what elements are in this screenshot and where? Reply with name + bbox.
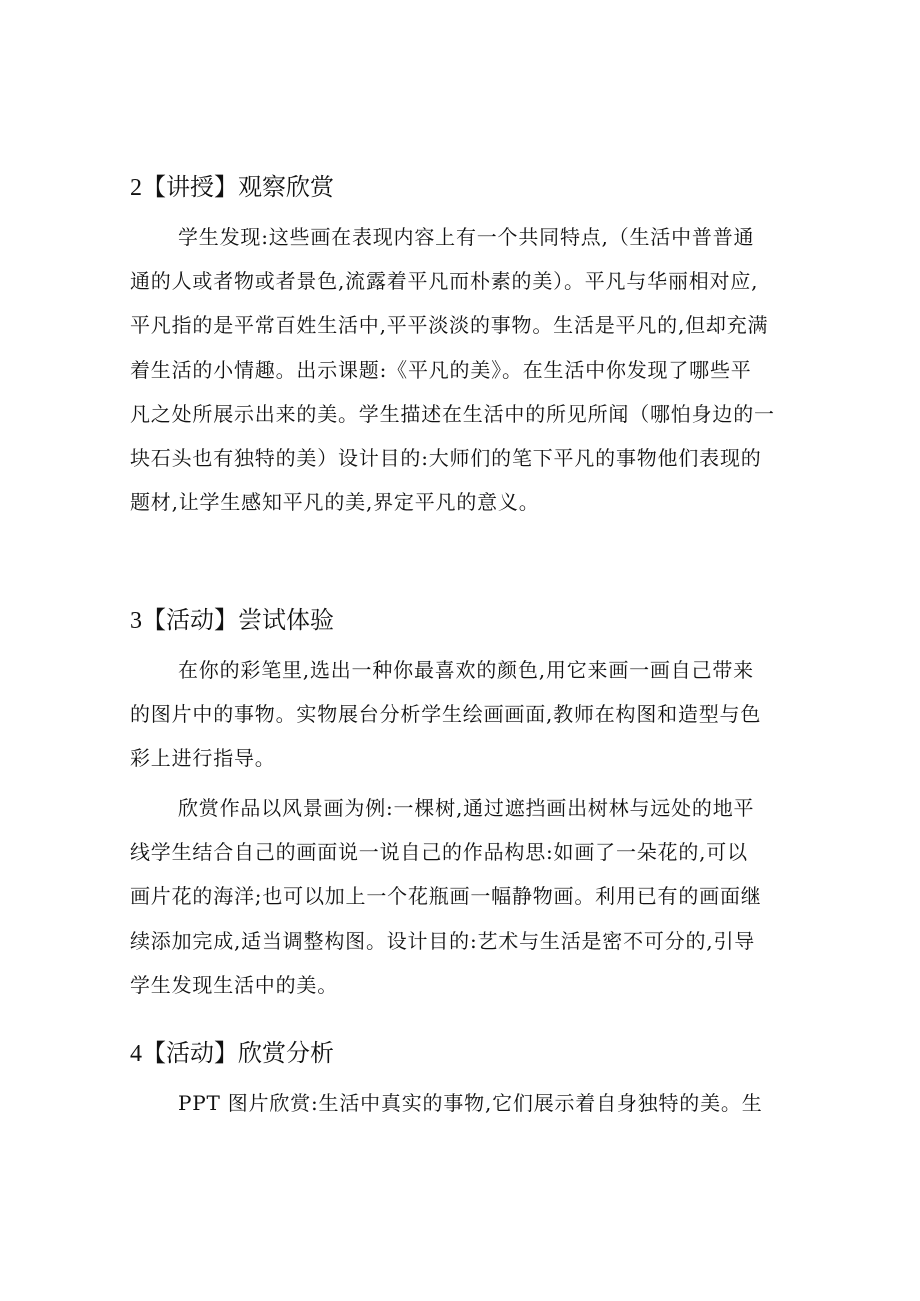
paragraph-line: 学生发现:这些画在表现内容上有一个共同特点,（生活中普普通 bbox=[178, 225, 755, 249]
paragraph-line: 块石头也有独特的美）设计目的:大师们的笔下平凡的事物他们表现的 bbox=[130, 445, 762, 470]
section-title: 【活动】欣赏分析 bbox=[142, 1039, 334, 1067]
section-number: 4 bbox=[130, 1041, 142, 1067]
section-heading-3 bbox=[130, 605, 334, 636]
section-4-paragraph-1 bbox=[130, 1081, 790, 1125]
paragraph-line: 画片花的海洋;也可以加上一个花瓶画一幅静物画。利用已有的画面继 bbox=[130, 884, 762, 909]
section-2-paragraph-1 bbox=[130, 215, 790, 524]
paragraph-line: 欣赏作品以风景画为例:一棵树,通过遮挡画出树林与远处的地平 bbox=[178, 796, 755, 820]
section-heading-4 bbox=[130, 1038, 334, 1069]
section-number: 2 bbox=[130, 175, 142, 201]
paragraph-line: 题材,让学生感知平凡的美,界定平凡的意义。 bbox=[130, 490, 540, 515]
section-heading-2 bbox=[130, 172, 334, 203]
paragraph-line: PPT 图片欣赏:生活中真实的事物,它们展示着自身独特的美。生 bbox=[178, 1091, 763, 1115]
paragraph-line: 线学生结合自己的画面说一说自己的作品构思:如画了一朵花的,可以 bbox=[130, 840, 748, 865]
paragraph-line: 的图片中的事物。实物展台分析学生绘画画面,教师在构图和造型与色 bbox=[130, 702, 762, 727]
section-title: 【讲授】观察欣赏 bbox=[142, 173, 334, 201]
paragraph-line: 凡之处所展示出来的美。学生描述在生活中的所见所闻（哪怕身边的一 bbox=[130, 401, 775, 426]
paragraph-line: 着生活的小情趣。出示课题:《平凡的美》。在生活中你发现了哪些平 bbox=[130, 357, 752, 382]
paragraph-line: 学生发现生活中的美。 bbox=[130, 972, 338, 997]
section-number: 3 bbox=[130, 608, 142, 634]
paragraph-line: 续添加完成,适当调整构图。设计目的:艺术与生活是密不可分的,引导 bbox=[130, 928, 756, 953]
paragraph-line: 通的人或者物或者景色,流露着平凡而朴素的美）。平凡与华丽相对应, bbox=[130, 269, 759, 294]
section-3-paragraph-2 bbox=[130, 786, 790, 1007]
section-title: 【活动】尝试体验 bbox=[142, 606, 334, 634]
paragraph-line: 在你的彩笔里,选出一种你最喜欢的颜色,用它来画一画自己带来 bbox=[178, 658, 754, 682]
section-3-paragraph-1 bbox=[130, 648, 790, 781]
paragraph-line: 彩上进行指导。 bbox=[130, 746, 276, 771]
paragraph-line: 平凡指的是平常百姓生活中,平平淡淡的事物。生活是平凡的,但却充满 bbox=[130, 313, 769, 338]
